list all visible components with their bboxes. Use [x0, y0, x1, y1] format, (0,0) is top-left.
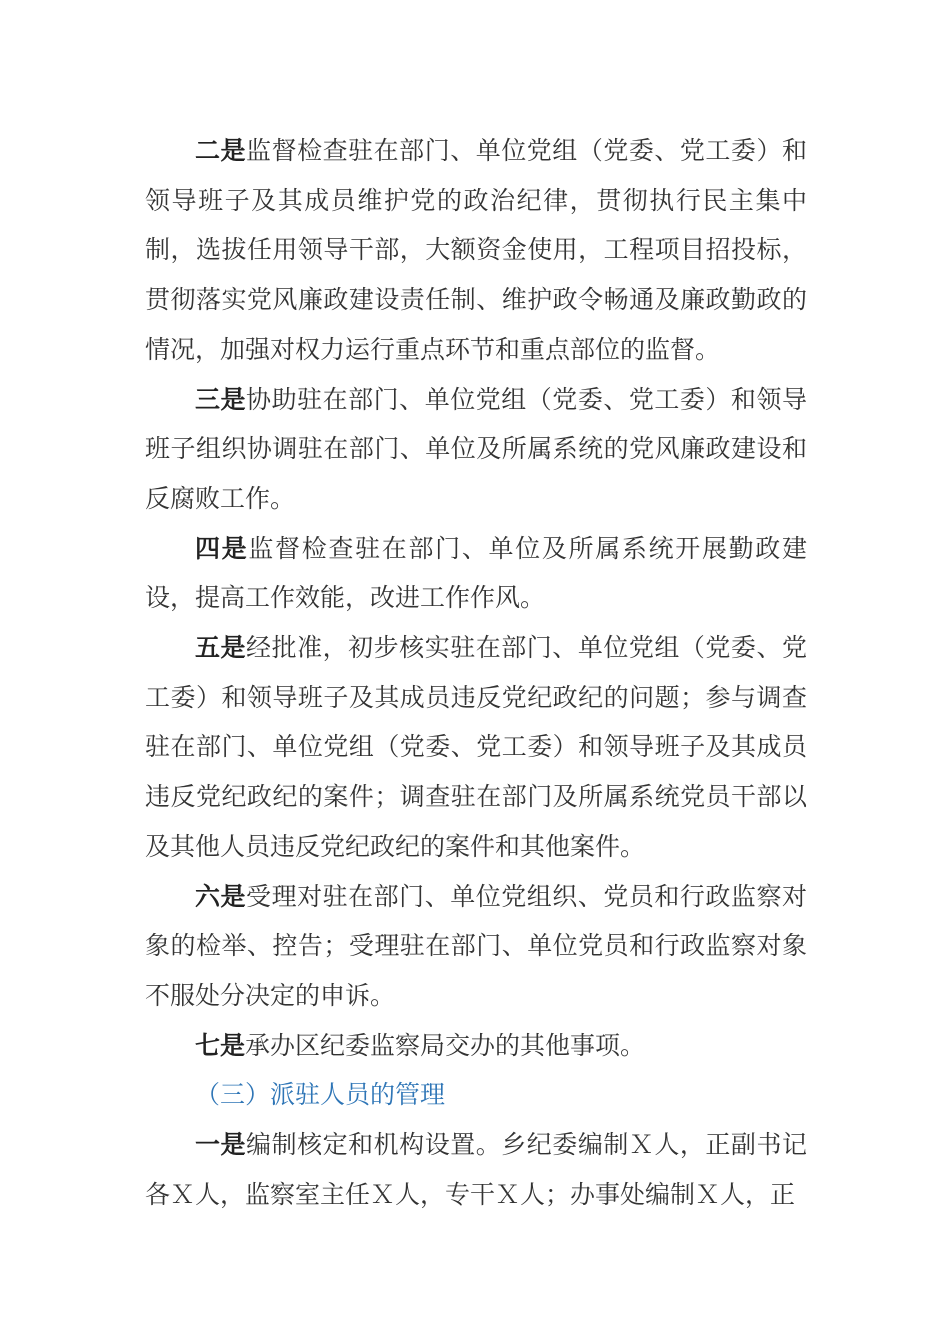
paragraph-text: 协助驻在部门、单位党组（党委、党工委）和领导班子组织协调驻在部门、单位及所属系统的党风廉政建设和反腐败工作。	[145, 384, 807, 513]
section-heading: （三）派驻人员的管理	[195, 1080, 446, 1110]
paragraph-text: 受理对驻在部门、单位党组织、党员和行政监察对象的检举、控告；受理驻在部门、单位党员和行政监察对象不服处分决定的申诉。	[145, 881, 807, 1010]
paragraph-lead: 三是	[195, 384, 247, 414]
paragraph-item-1	[145, 1120, 807, 1219]
paragraph-text: 监督检查驻在部门、单位党组（党委、党工委）和领导班子及其成员维护党的政治纪律，贯彻执行民主集中制，选拔任用领导干部，大额资金使用，工程项目招投标，贯彻落实党风廉政建设责任制、维护政令畅通及廉政勤政的情况，加强对权力运行重点环节和重点部位的监督。	[145, 136, 807, 364]
paragraph-item-2	[145, 126, 807, 375]
paragraph-text: 监督检查驻在部门、单位及所属系统开展勤政建设，提高工作效能，改进工作作风。	[145, 533, 807, 613]
paragraph-lead: 一是	[195, 1130, 247, 1160]
document-body	[145, 126, 807, 1219]
paragraph-lead: 五是	[195, 633, 247, 663]
paragraph-item-6	[145, 872, 807, 1021]
paragraph-text: 经批准，初步核实驻在部门、单位党组（党委、党工委）和领导班子及其成员违反党纪政纪的问题；参与调查驻在部门、单位党组（党委、党工委）和领导班子及其成员违反党纪政纪的案件；调查驻在部门及所属系统党员干部以及其他人员违反党纪政纪的案件和其他案件。	[145, 633, 807, 861]
paragraph-item-4	[145, 524, 807, 623]
paragraph-item-7	[145, 1021, 807, 1071]
paragraph-lead: 二是	[195, 136, 247, 165]
paragraph-text: 编制核定和机构设置。乡纪委编制Ｘ人，正副书记各Ｘ人，监察室主任Ｘ人，专干Ｘ人；办事处编制Ｘ人，正	[145, 1130, 807, 1209]
paragraph-lead: 四是	[195, 533, 249, 563]
paragraph-item-3	[145, 375, 807, 524]
paragraph-item-5	[145, 623, 807, 872]
paragraph-text: 承办区纪委监察局交办的其他事项。	[245, 1030, 646, 1060]
paragraph-lead: 六是	[195, 881, 247, 911]
paragraph-lead: 七是	[195, 1030, 246, 1060]
